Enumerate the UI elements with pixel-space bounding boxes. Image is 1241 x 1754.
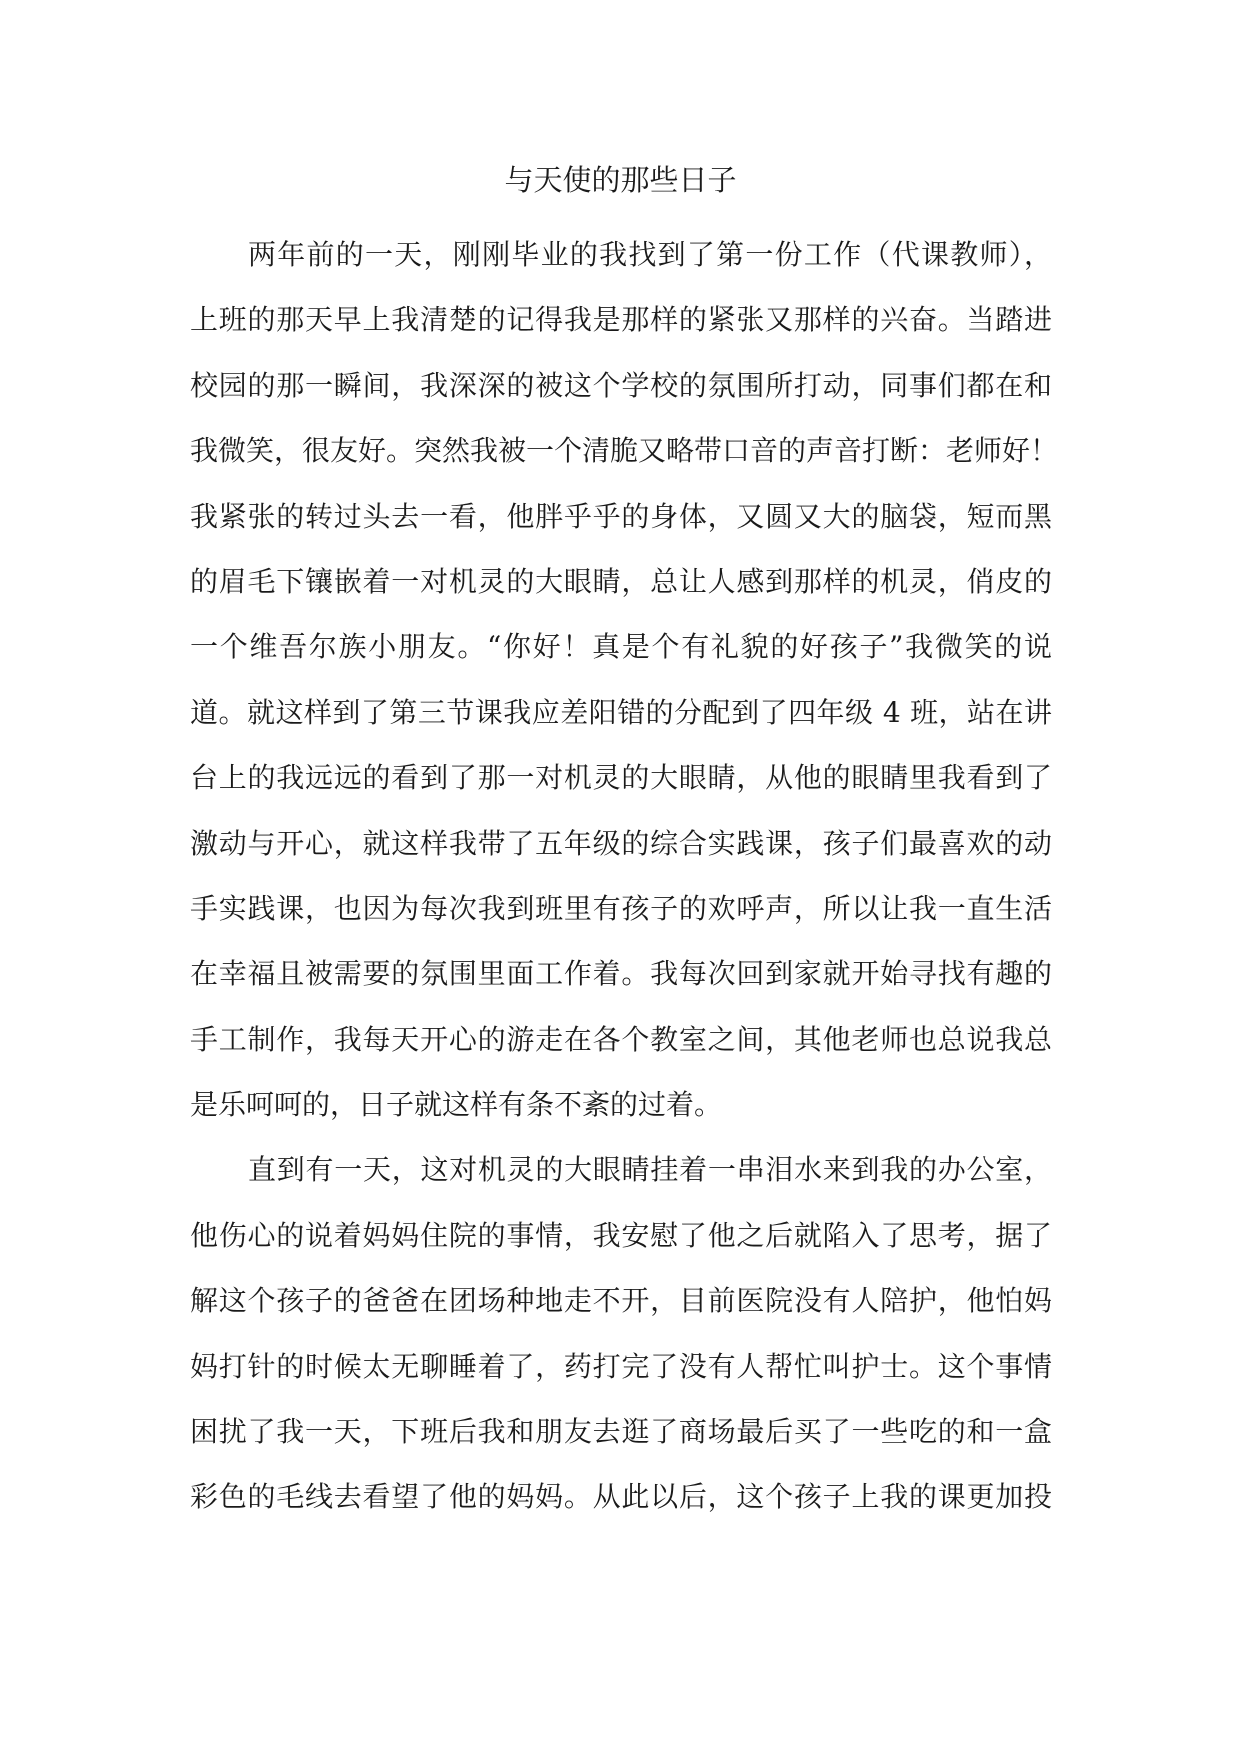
text-line: 直到有一天，这对机灵的大眼睛挂着一串泪水来到我的办公室， — [248, 1153, 1052, 1187]
text-line: 手工制作，我每天开心的游走在各个教室之间，其他老师也总说我总 — [190, 1022, 1052, 1056]
document-title: 与天使的那些日子 — [504, 163, 737, 197]
text-line: 道。就这样到了第三节课我应差阳错的分配到了四年级 4 班，站在讲 — [190, 695, 1052, 729]
text-line: 我微笑，很友好。突然我被一个清脆又略带口音的声音打断：老师好！ — [190, 434, 1059, 468]
text-line: 台上的我远远的看到了那一对机灵的大眼睛，从他的眼睛里我看到了 — [190, 761, 1052, 795]
text-line: 妈打针的时候太无聊睡着了，药打完了没有人帮忙叫护士。这个事情 — [190, 1349, 1052, 1383]
text-line: 彩色的毛线去看望了他的妈妈。从此以后，这个孩子上我的课更加投 — [190, 1480, 1052, 1514]
text-line: 一个维吾尔族小朋友。“你好！真是个有礼貌的好孩子”我微笑的说 — [190, 630, 1052, 664]
text-line: 他伤心的说着妈妈住院的事情，我安慰了他之后就陷入了思考，据了 — [190, 1218, 1052, 1252]
text-line: 手实践课，也因为每次我到班里有孩子的欢呼声，所以让我一直生活 — [190, 891, 1052, 925]
text-line: 上班的那天早上我清楚的记得我是那样的紧张又那样的兴奋。当踏进 — [190, 303, 1052, 337]
text-line: 校园的那一瞬间，我深深的被这个学校的氛围所打动，同事们都在和 — [190, 368, 1052, 402]
text-line: 的眉毛下镶嵌着一对机灵的大眼睛，总让人感到那样的机灵，俏皮的 — [190, 564, 1052, 598]
document-body — [190, 222, 1059, 1530]
text-line: 激动与开心，就这样我带了五年级的综合实践课，孩子们最喜欢的动 — [190, 826, 1052, 860]
text-line: 是乐呵呵的，日子就这样有条不紊的过着。 — [190, 1088, 723, 1122]
text-line: 困扰了我一天，下班后我和朋友去逛了商场最后买了一些吃的和一盒 — [190, 1415, 1052, 1449]
text-line: 在幸福且被需要的氛围里面工作着。我每次回到家就开始寻找有趣的 — [190, 957, 1052, 991]
text-line: 我紧张的转过头去一看，他胖乎乎的身体，又圆又大的脑袋，短而黑 — [190, 499, 1052, 533]
text-line: 解这个孩子的爸爸在团场种地走不开，目前医院没有人陪护，他怕妈 — [190, 1284, 1052, 1318]
text-line: 两年前的一天，刚刚毕业的我找到了第一份工作（代课教师）， — [248, 238, 1052, 271]
